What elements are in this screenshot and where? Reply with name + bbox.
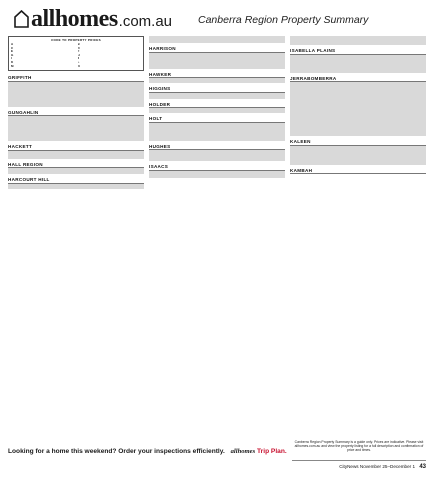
logo-wordmark: allhomes [31,6,118,32]
listing-row [8,173,144,174]
suburb-heading: GRIFFITH [8,74,144,82]
price-key-code: I [11,57,12,61]
suburb-section [290,47,426,73]
suburb-heading: HARRISON [149,45,285,53]
suburb-section [149,115,285,141]
price-key-code: K [11,60,14,64]
price-key-code: N [77,64,80,68]
suburb-section [149,71,285,84]
footer-divider [292,460,426,461]
price-key-code: B [77,43,80,46]
column-2-sections [149,36,285,178]
price-key-code: J [77,57,80,61]
suburb-section [149,45,285,69]
masthead [8,4,426,34]
listing-row [149,140,285,141]
suburb-heading: HACKETT [8,143,144,151]
price-code-key [8,36,144,71]
suburb-section [290,36,426,45]
allhomes-logo[interactable] [14,6,172,32]
column-1 [8,36,144,420]
listing-row [149,98,285,99]
suburb-section [149,163,285,178]
suburb-heading: HUGHES [149,143,285,151]
suburb-section [8,161,144,175]
suburb-section [8,74,144,107]
suburb-section [149,36,285,43]
price-key-code: F [77,50,80,54]
listing-row [149,160,285,161]
suburb-section [8,109,144,142]
suburb-heading: HALL REGION [8,161,144,169]
suburb-heading: HAWKER [149,71,285,79]
page-title: Canberra Region Property Summary [198,14,369,26]
price-key-code: H [77,53,80,57]
page-footer [0,420,434,480]
suburb-heading: ISAACS [149,163,285,171]
suburb-section [8,176,144,189]
price-key-code: A [11,43,14,46]
listing-row [149,42,285,43]
price-key-range [17,65,75,69]
trip-plan-link[interactable]: Trip Plan. [257,448,287,455]
suburb-heading: HOLT [149,115,285,123]
price-key-code: G [11,53,14,57]
logo-domain: .com.au [118,13,173,30]
listing-row [149,68,285,69]
suburb-section [149,101,285,114]
suburb-section [290,138,426,165]
listing-row [290,135,426,136]
column-2 [149,36,285,420]
price-key-range [84,65,142,69]
price-key-code: D [77,46,80,50]
price-key-code: E [11,50,14,54]
price-key-item [11,65,75,69]
column-3-sections [290,36,426,174]
price-key-title: CODE TO PROPERTY PRICES [51,38,101,42]
listing-row [149,82,285,83]
suburb-heading: HOLDER [149,101,285,109]
suburb-heading: GUNGAHLIN [8,109,144,117]
suburb-section [290,75,426,137]
trip-plan-promo[interactable] [8,448,287,455]
column-1-sections [8,74,144,189]
column-3 [290,36,426,420]
suburb-section [8,143,144,159]
listing-row [290,72,426,73]
suburb-section [290,167,426,175]
suburb-heading: JERRABOMBERRA [290,75,426,83]
publication-info: CityNews November 25–December 1 [339,464,416,469]
listing-row [149,177,285,178]
suburb-heading: HIGGINS [149,85,285,93]
page-number: 43 [419,464,426,470]
listing-row [8,106,144,107]
promo-text: Looking for a home this weekend? Order your inspections efficiently. [8,448,225,455]
price-key-code: M [11,64,14,68]
publication-line [292,464,426,470]
suburb-section [149,85,285,99]
disclaimer: Canberra Region Property Summary is a guide only. Prices are indicative. Please visit allhomes.com.au and view the property listing for a full description and confirmation of price and times. [294,440,424,453]
promo-brand: allhomes [230,448,256,455]
listing-row [149,112,285,113]
suburb-heading: HARCOURT HILL [8,176,144,184]
house-logo-icon [14,10,29,28]
suburb-section [149,143,285,162]
listing-row [8,188,144,189]
suburb-heading: KAMBAH [290,167,426,175]
price-key-code: L [77,60,80,64]
price-key-grid [11,43,141,68]
listing-row [8,158,144,159]
suburb-heading: ISABELLA PLAINS [290,47,426,55]
listing-row [290,164,426,165]
price-key-code: C [11,46,14,50]
listing-row [8,140,144,141]
listing-row [290,44,426,45]
suburb-heading: KALEEN [290,138,426,146]
price-key-item [78,65,142,69]
